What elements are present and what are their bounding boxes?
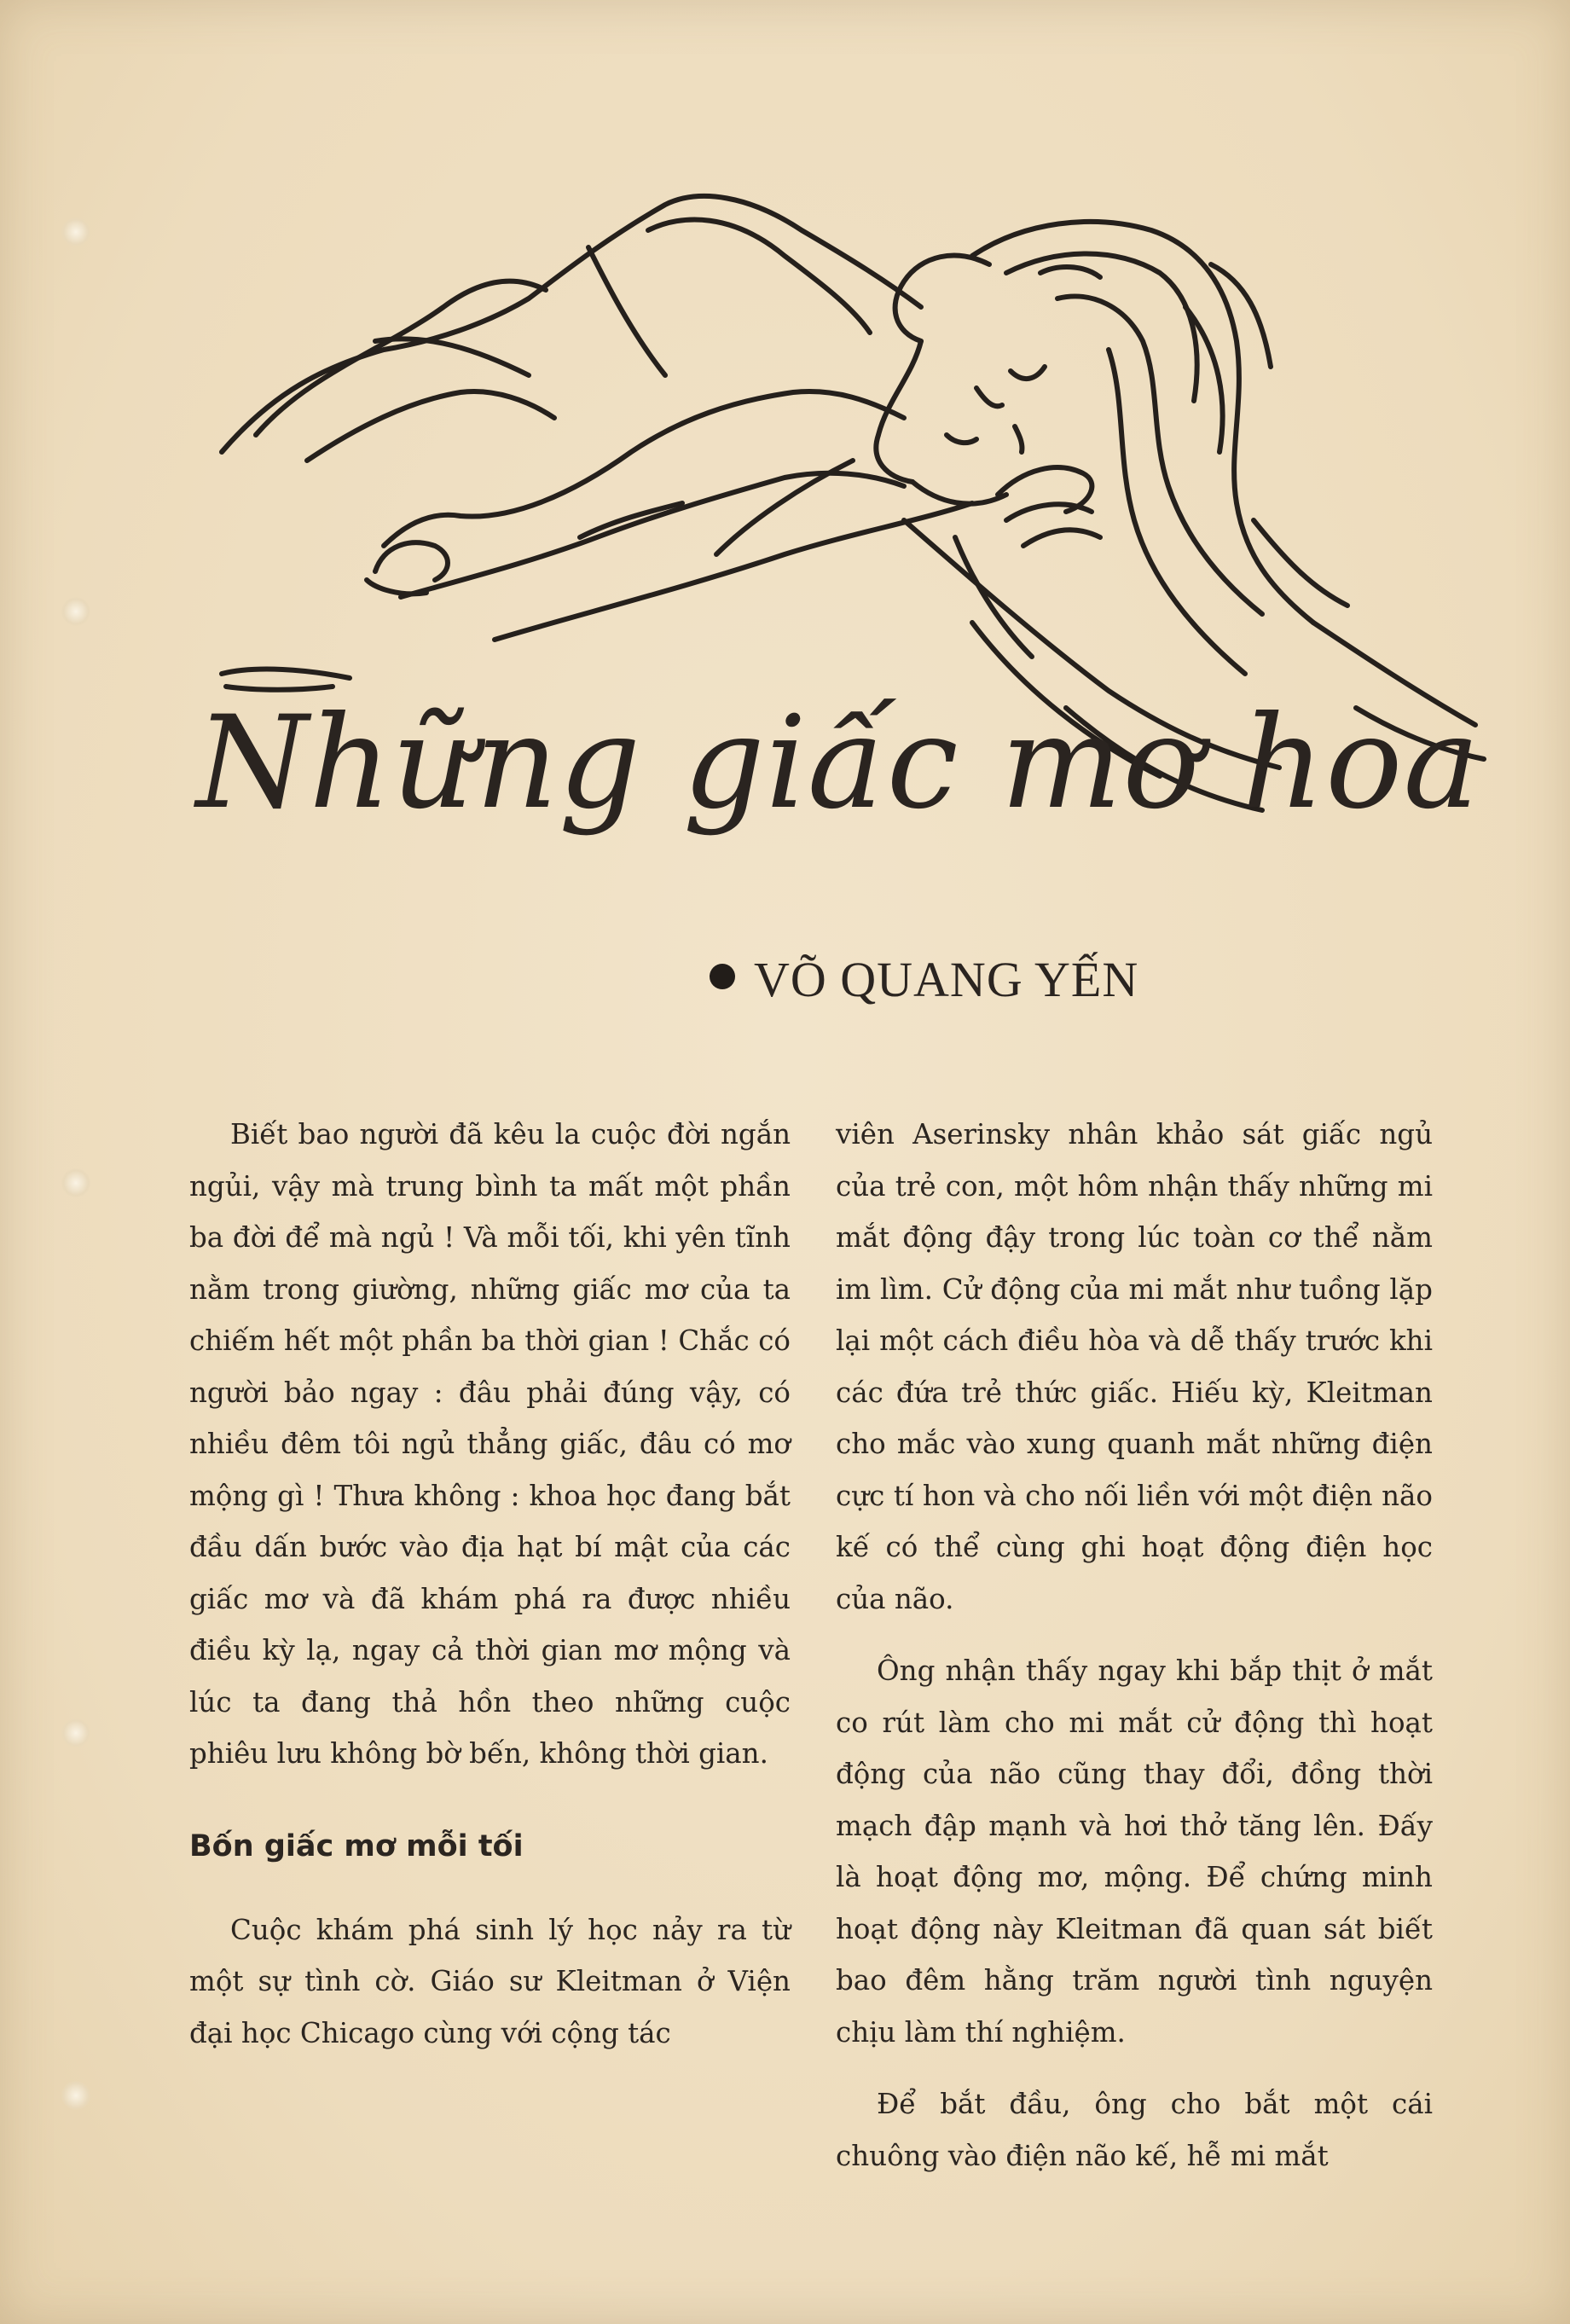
intro-paragraph: Biết bao người đã kêu la cuộc đời ngắn ngủi, vậy mà trung bình ta mất một phần ba đời để mà ngủ ! Và mỗi tối, khi yên tĩnh nằm trong giường, những giấc mơ của ta chiếm hết một phần ba thời gian ! Chắc có người bảo ngay : đâu phải đúng vậy, có nhiều đêm tôi ngủ thẳng giấc, đâu có mơ mộng gì ! Thưa không : khoa học đang bắt đầu dấn bước vào địa hạt bí mật của các giấc mơ và đã khám phá ra được nhiều điều kỳ lạ, ngay cả thời gian mơ mộng và lúc ta đang thả hồn theo những cuộc phiêu lưu không bờ bến, không thời gian. xyxy=(189,1118,791,1770)
binding-hole xyxy=(61,1168,90,1197)
continuation-paragraph: viên Aserinsky nhân khảo sát giấc ngủ của trẻ con, một hôm nhận thấy những mi mắt động đậy trong lúc toàn cơ thể nằm im lìm. Cử động của mi mắt như tuồng lặp lại một cách điều hòa và dễ thấy trước khi các đứa trẻ thức giấc. Hiếu kỳ, Kleitman cho mắc vào xung quanh mắt những điện cực tí hon và cho nối liền với một điện não kế có thể cùng ghi hoạt động điện học của não. xyxy=(836,1118,1433,1615)
section-heading: Bốn giấc mơ mỗi tối xyxy=(189,1828,524,1863)
right-column xyxy=(836,1109,1433,2182)
binding-hole xyxy=(61,597,90,626)
author-name: VÕ QUANG YẾN xyxy=(754,952,1139,1007)
body-paragraph: Để bắt đầu, ông cho bắt một cái chuông vào điện não kế, hễ mi mắt xyxy=(836,2088,1433,2172)
bullet-icon xyxy=(710,964,735,989)
left-column xyxy=(189,1109,791,2059)
article-title: Những giấc mơ hoa xyxy=(196,689,1480,837)
binding-hole xyxy=(61,217,90,246)
section-paragraph: Cuộc khám phá sinh lý học nảy ra từ một sự tình cờ. Giáo sư Kleitman ở Viện đại học Chicago cùng với cộng tác xyxy=(189,1913,791,2049)
binding-hole xyxy=(61,2081,90,2110)
author-byline xyxy=(710,951,1138,1008)
binding-hole xyxy=(61,1718,90,1747)
body-paragraph: Ông nhận thấy ngay khi bắp thịt ở mắt co rút làm cho mi mắt cử động thì hoạt động của não cũng thay đổi, đồng thời mạch đập mạnh và hơi thở tăng lên. Đấy là hoạt động mơ, mộng. Để chứng minh hoạt động này Kleitman đã quan sát biết bao đêm hằng trăm người tình nguyện chịu làm thí nghiệm. xyxy=(836,1655,1433,2049)
